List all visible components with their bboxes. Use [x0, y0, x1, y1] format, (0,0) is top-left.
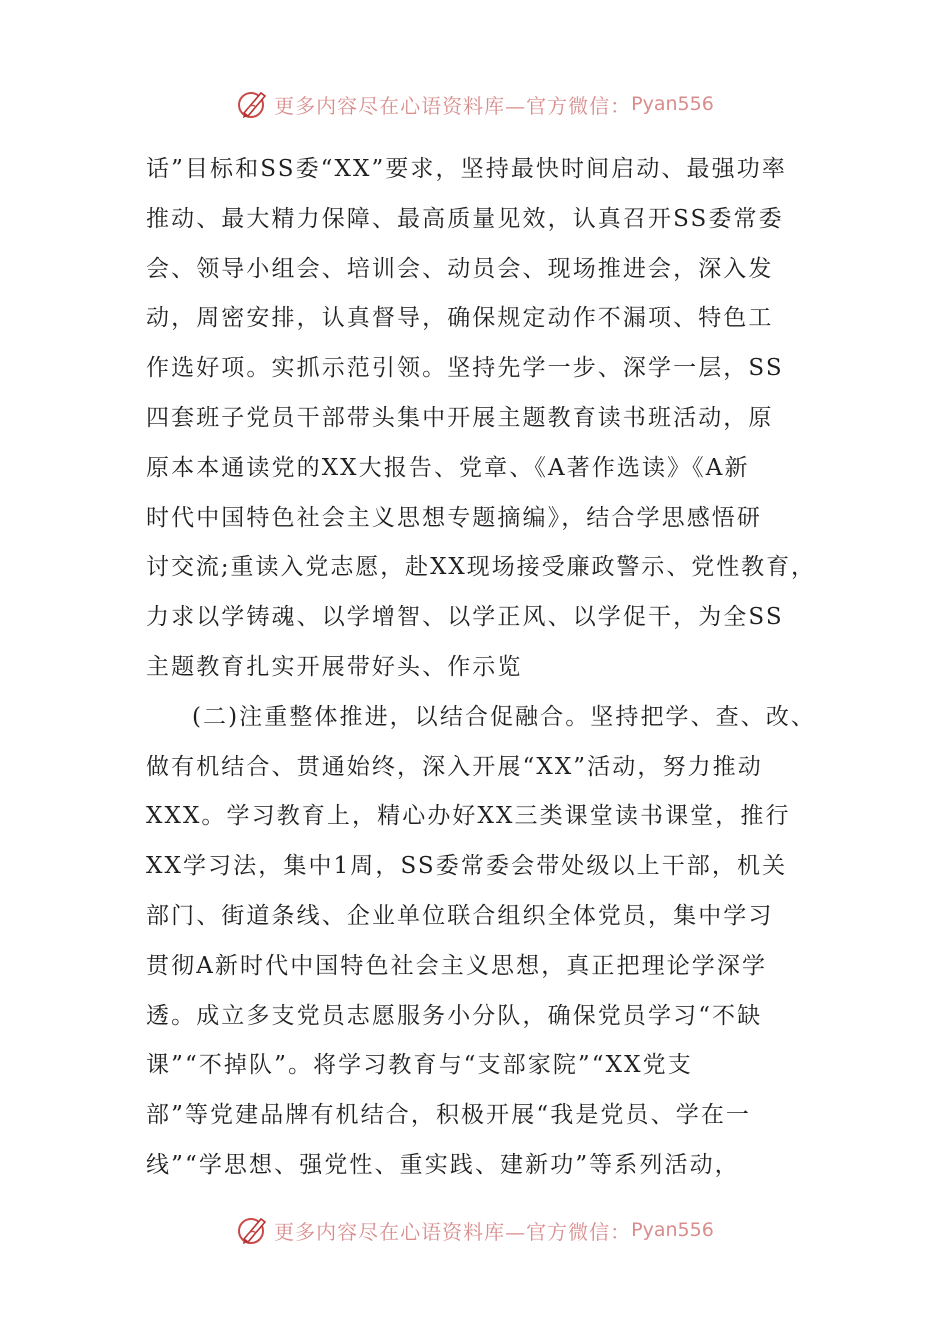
body-line: 动，周密安排，认真督导，确保规定动作不漏项、特色工 — [146, 305, 774, 332]
header-banner — [0, 84, 950, 124]
body-line: XX学习法，集中1周，SS委常委会带处级以上干部，机关 — [146, 853, 788, 880]
footer-banner — [0, 1210, 950, 1250]
body-line: 主题教育扎实开展带好头、作示览 — [146, 653, 523, 680]
pen-logo-icon — [236, 87, 270, 121]
body-line: 话”目标和SS委“XX”要求，坚持最快时间启动、最强功率 — [146, 156, 787, 182]
body-line: 讨交流;重读入党志愿，赴XX现场接受廉政警示、党性教育， — [146, 554, 816, 581]
body-line: 部门、街道条线、企业单位联合组织全体党员，集中学习 — [146, 902, 774, 929]
document-body — [146, 145, 816, 1191]
body-line: 原本本通读党的XX大报告、党章、《A著作选读》《A新 — [146, 454, 750, 481]
body-line: 力求以学铸魂、以学增智、以学正风、以学促干，为全SS — [146, 604, 784, 631]
banner-text: 更多内容尽在心语资料库—官方微信： — [274, 93, 632, 118]
banner-wechat-id: Pyan556 — [631, 93, 714, 115]
body-line: XXX。学习教育上，精心办好XX三类课堂读书课堂，推行 — [146, 803, 791, 830]
body-line: 作选好项。实抓示范引领。坚持先学一步、深学一层，SS — [146, 355, 784, 382]
body-line: 贯彻A新时代中国特色社会主义思想，真正把理论学深学 — [146, 952, 768, 979]
body-line: 会、领导小组会、培训会、动员会、现场推进会，深入发 — [146, 255, 774, 282]
body-line: 四套班子党员干部带头集中开展主题教育读书班活动，原 — [146, 404, 774, 431]
body-line: 课”“不掉队”。将学习教育与“支部家院”“XX党支 — [146, 1052, 693, 1079]
body-line: 透。成立多支党员志愿服务小分队，确保党员学习“不缺 — [146, 1002, 763, 1029]
body-line: 线”“学思想、强党性、重实践、建新功”等系列活动， — [146, 1151, 740, 1178]
body-line: 推动、最大精力保障、最高质量见效，认真召开SS委常委 — [146, 205, 784, 232]
banner-wechat-id: Pyan556 — [631, 1219, 714, 1241]
body-line: 时代中国特色社会主义思想专题摘编》，结合学思感悟研 — [146, 504, 762, 531]
pen-logo-icon — [236, 1213, 270, 1247]
banner-text: 更多内容尽在心语资料库—官方微信： — [274, 1219, 632, 1244]
body-line: 部”等党建品牌有机结合，积极开展“我是党员、学在一 — [146, 1102, 752, 1129]
section-heading-line: (二)注重整体推进，以结合促融合。坚持把学、查、改、 — [192, 703, 816, 730]
body-line: 做有机结合、贯通始终，深入开展“XX”活动，努力推动 — [146, 753, 763, 780]
